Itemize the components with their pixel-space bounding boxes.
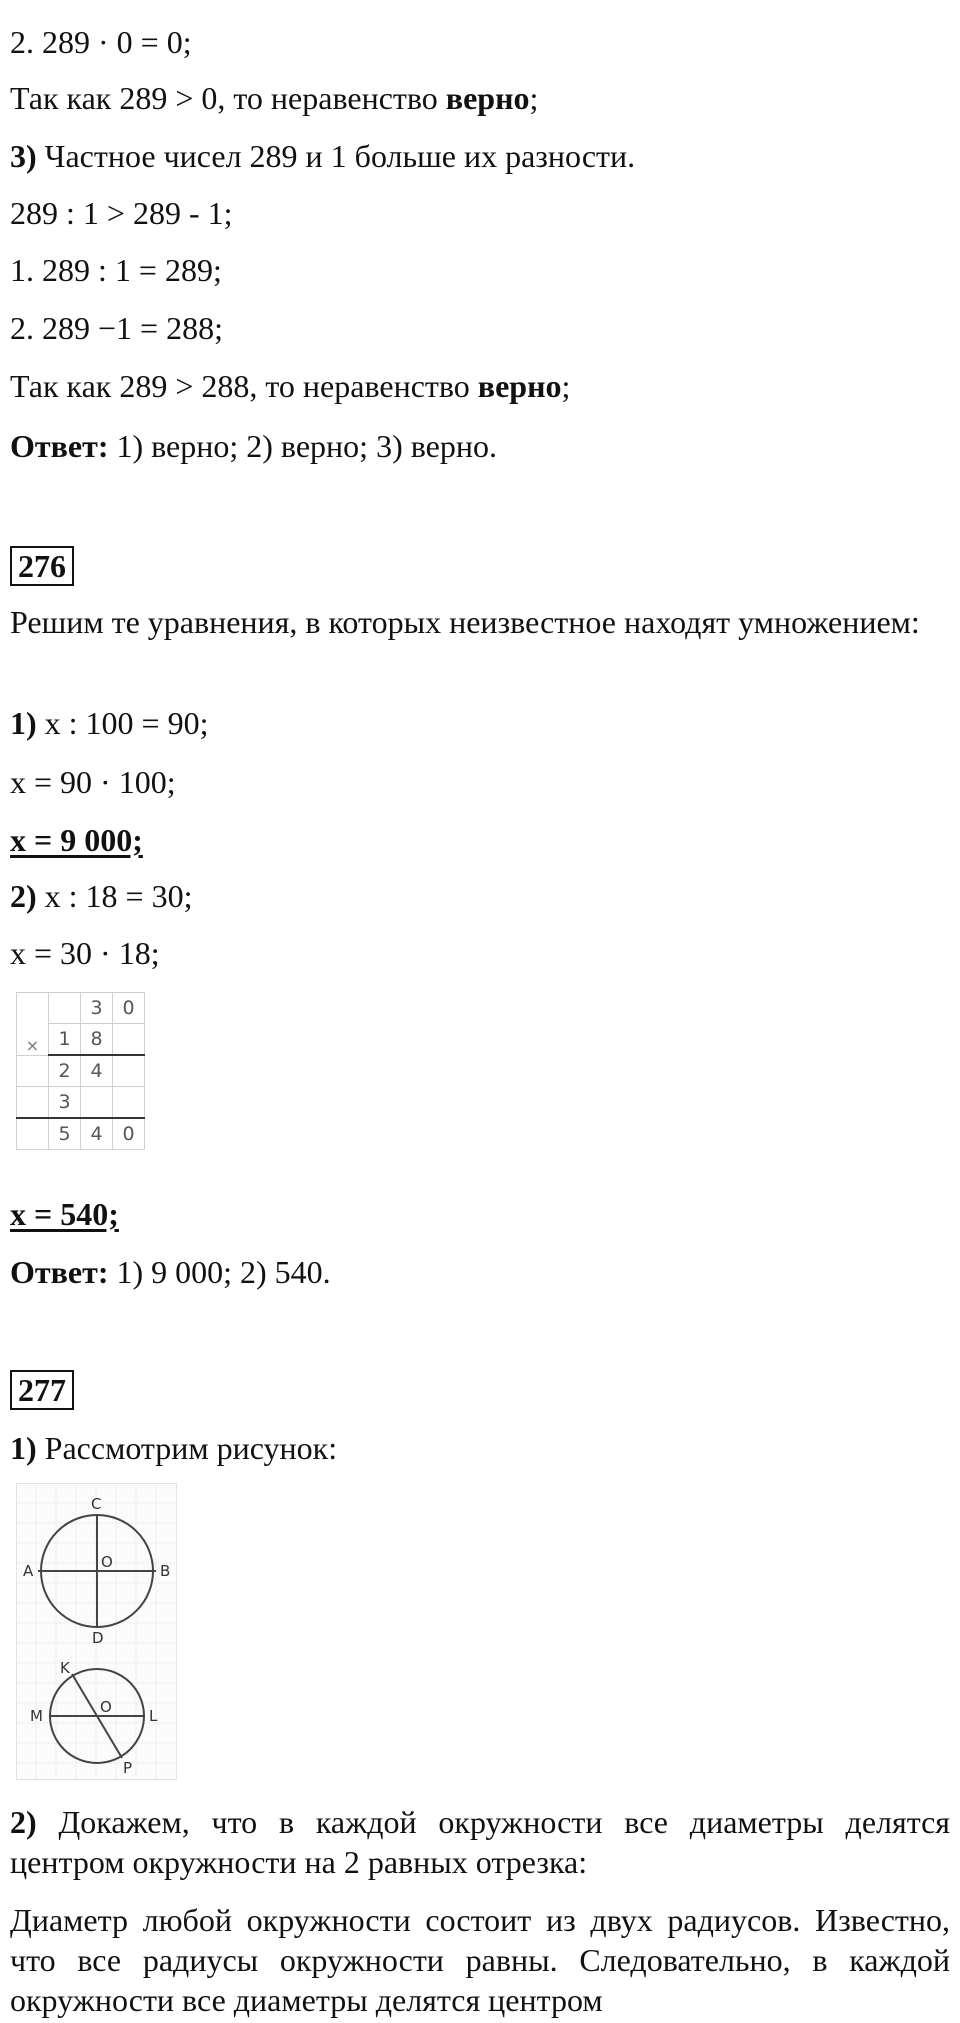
point-label-m: M [30,1707,43,1725]
point-label-p: P [123,1759,133,1777]
table-cell [17,1055,49,1087]
table-cell [113,1055,145,1087]
text-line: 1) x : 100 = 90; [10,705,209,741]
table-cell: 8 [81,1024,113,1056]
table-cell [17,1118,49,1150]
table-cell [113,1024,145,1056]
task-number-277: 277 [10,1370,74,1410]
table-cell: 0 [113,1118,145,1150]
point-label-a: A [23,1562,34,1580]
result-line: x = 540; [10,1196,119,1232]
circles-figure [16,1483,178,1781]
table-cell: 4 [81,1055,113,1087]
answer-line: Ответ: 1) 9 000; 2) 540. [10,1254,331,1290]
point-label-d: D [92,1629,104,1647]
table-cell: 1 [49,1024,81,1056]
text-line: Так как 289 > 0, то неравенство верно; [10,80,539,116]
text-line: 2. 289 −1 = 288; [10,310,223,346]
table-cell [81,1087,113,1119]
table-cell: 5 [49,1118,81,1150]
text-line: Так как 289 > 288, то неравенство верно; [10,368,571,404]
table-cell [113,1087,145,1119]
text-line: 289 : 1 > 289 - 1; [10,195,233,231]
multiply-sign: × [17,993,49,1056]
table-cell: 2 [49,1055,81,1087]
point-label-o: O [101,1553,113,1571]
text-line: 3) Частное чисел 289 и 1 больше их разности. [10,138,636,174]
task-277-part2: 2) Докажем, что в каждой окружности все диаметры делятся центром окружности на 2 равных отрезка: [10,1804,950,1880]
task-number-276: 276 [10,546,74,586]
text-line: 2) x : 18 = 30; [10,878,193,914]
text-line: 2. 289 · 0 = 0; [10,24,192,60]
text-line: 1) Рассмотрим рисунок: [10,1430,338,1466]
point-label-o: O [100,1698,112,1716]
point-label-b: B [160,1562,171,1580]
multiplication-table [16,992,145,1150]
text-line: x = 30 · 18; [10,935,160,971]
table-cell: 3 [49,1087,81,1119]
point-label-l: L [149,1707,158,1725]
table-cell: 0 [113,993,145,1024]
table-cell: 3 [81,993,113,1024]
point-label-k: K [60,1659,70,1677]
answer-line: Ответ: 1) верно; 2) верно; 3) верно. [10,428,497,464]
table-cell [49,993,81,1024]
text-line: x = 90 · 100; [10,764,176,800]
point-label-c: C [91,1495,102,1513]
table-cell [17,1087,49,1119]
text-line: 1. 289 : 1 = 289; [10,252,222,288]
task-277-part3: Диаметр любой окружности состоит из двух радиусов. Известно, что все радиусы окружности равны. Следовательно, в каждой окружности все диаметры делятся центром [10,1902,950,2018]
table-cell: 4 [81,1118,113,1150]
task-276-intro: Решим те уравнения, в которых неизвестное находят умножением: [10,604,920,640]
result-line: x = 9 000; [10,822,143,858]
